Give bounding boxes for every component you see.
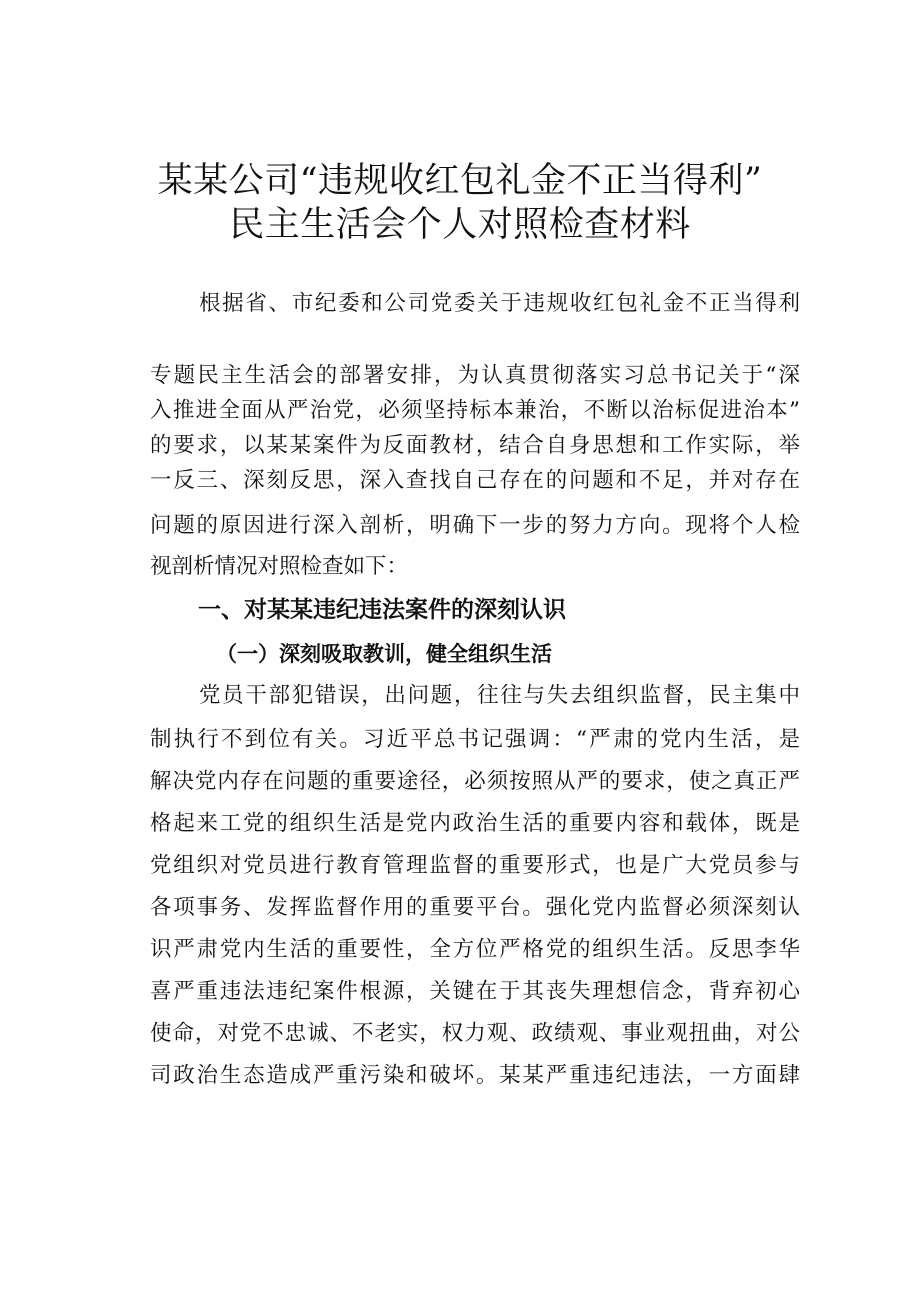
section-heading: 一、对某某违纪违法案件的深刻认识 — [198, 597, 566, 623]
body-line-3: 解决党内存在问题的重要途径，必须按照从严的要求，使之真正严 — [150, 769, 800, 794]
subsection-heading: （一）深刻吸取教训，健全组织生活 — [216, 642, 552, 666]
body-line-6: 各项事务、发挥监督作用的重要平台。强化党内监督必须深刻认 — [150, 895, 800, 920]
body-line-10: 司政治生态造成严重污染和破坏。某某严重违纪违法，一方面肆 — [150, 1063, 800, 1088]
body-line-1: 党员干部犯错误，出问题，往往与失去组织监督，民主集中 — [199, 683, 800, 708]
intro-line-5: 一反三、深刻反思，深入查找自己存在的问题和不足，并对存在 — [150, 468, 800, 493]
body-line-8: 喜严重违法违纪案件根源，关键在于其丧失理想信念，背弃初心 — [150, 979, 800, 1004]
document-title-line-1: 某某公司“违规收红包礼金不正当得利” — [157, 161, 763, 201]
body-line-4: 格起来工党的组织生活是党内政治生活的重要内容和载体，既是 — [150, 811, 800, 836]
intro-line-6: 问题的原因进行深入剖析，明确下一步的努力方向。现将个人检 — [150, 513, 800, 538]
intro-line-2: 专题民主生活会的部署安排，为认真贯彻落实习总书记关于“深 — [150, 363, 800, 388]
body-line-5: 党组织对党员进行教育管理监督的重要形式，也是广大党员参与 — [150, 853, 800, 878]
body-line-2: 制执行不到位有关。习近平总书记强调：“严肃的党内生活，是 — [150, 727, 800, 752]
intro-line-7: 视剖析情况对照检查如下： — [150, 554, 409, 579]
document-title-line-2: 民主生活会个人对照检查材料 — [229, 205, 691, 245]
body-line-9: 使命，对党不忠诚、不老实，权力观、政绩观、事业观扭曲，对公 — [150, 1021, 800, 1046]
body-line-7: 识严肃党内生活的重要性，全方位严格党的组织生活。反思李华 — [150, 937, 800, 962]
intro-line-1: 根据省、市纪委和公司党委关于违规收红包礼金不正当得利 — [199, 291, 800, 316]
intro-line-3: 入推进全面从严治党，必须坚持标本兼治，不断以治标促进治本” — [150, 398, 800, 423]
intro-line-4: 的要求，以某某案件为反面教材，结合自身思想和工作实际，举 — [150, 433, 800, 458]
